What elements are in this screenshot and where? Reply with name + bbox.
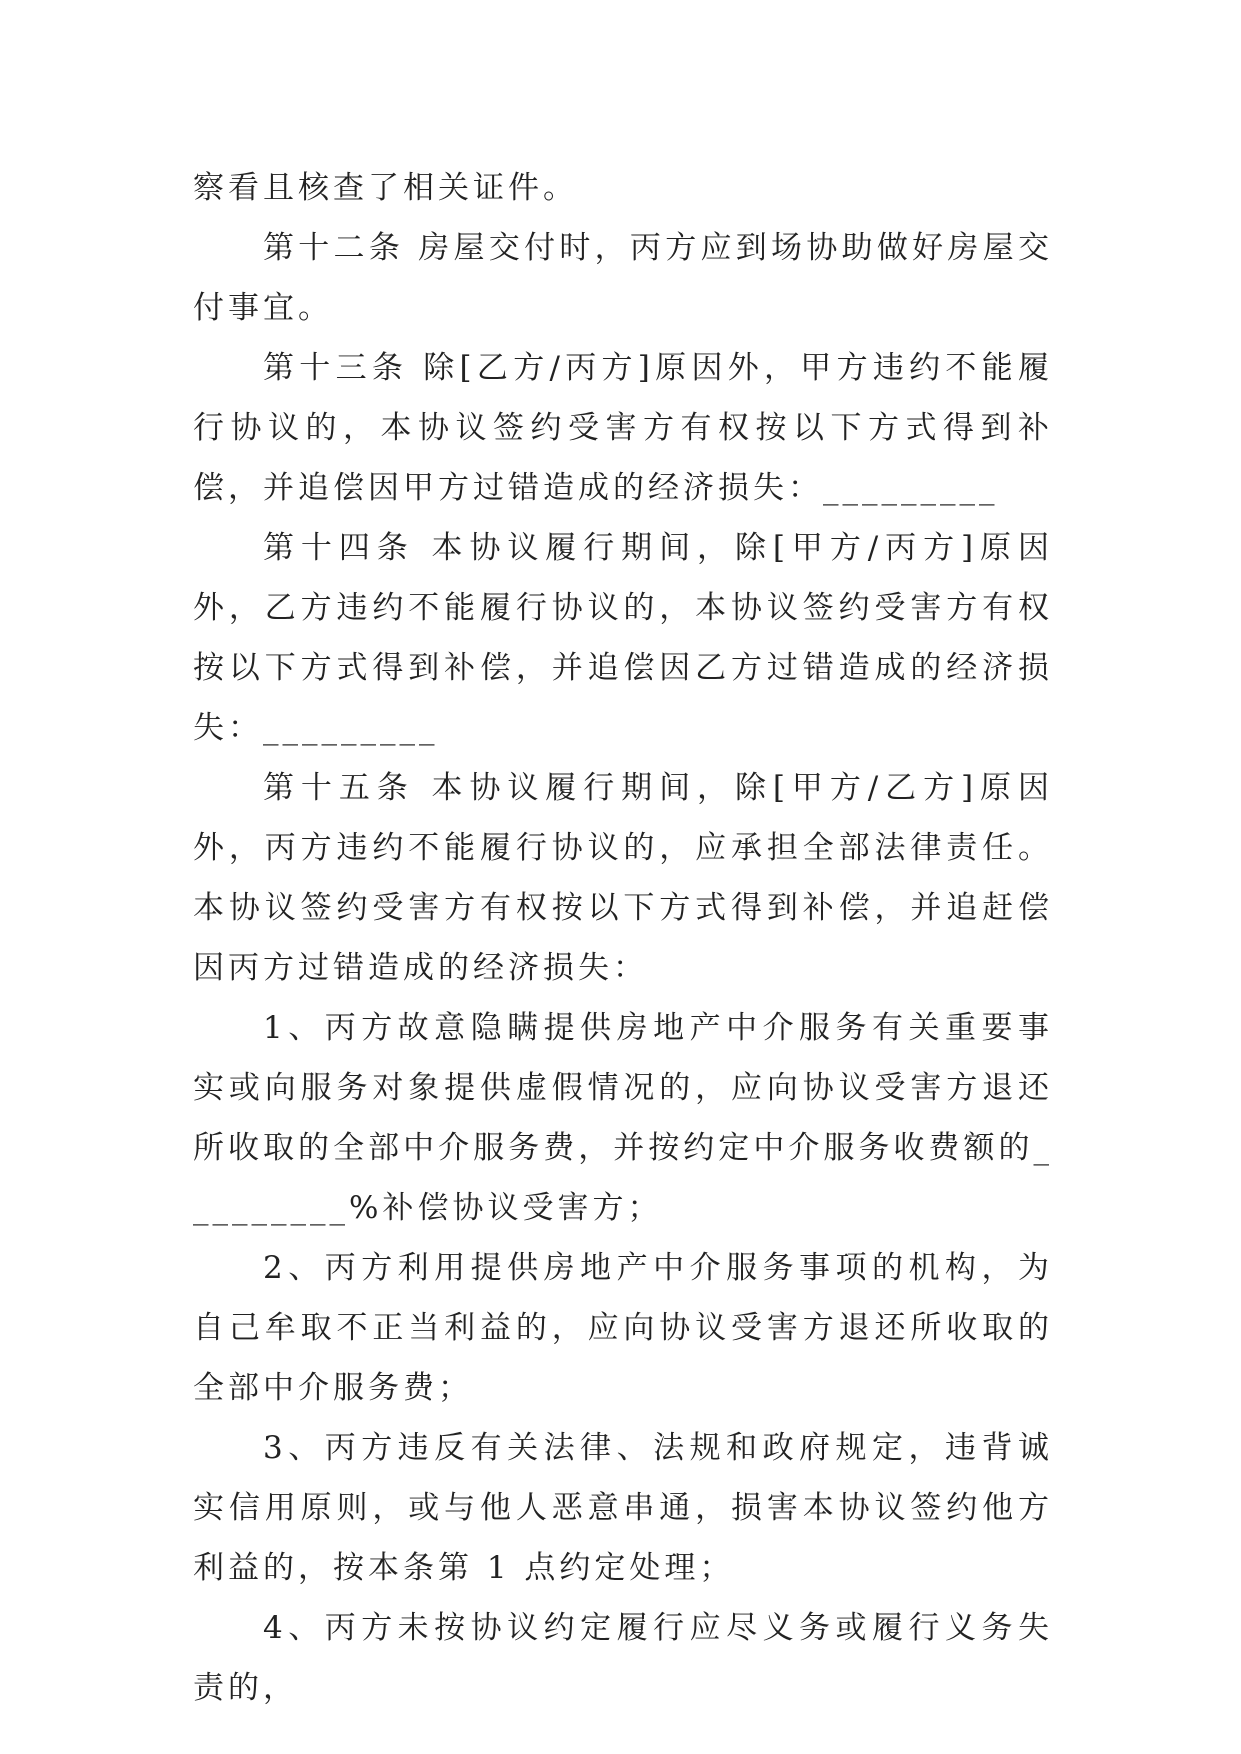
paragraph-article-14: 第十四条 本协议履行期间，除[甲方/丙方]原因外，乙方违约不能履行协议的，本协议签约受害方有权按以下方式得到补偿，并追偿因乙方过错造成的经济损失：_________ [193,530,1053,746]
paragraph-article-12: 第十二条 房屋交付时，丙方应到场协助做好房屋交付事宜。 [193,230,1053,326]
list-item-2: 2、丙方利用提供房地产中介服务事项的机构，为自己牟取不正当利益的，应向协议受害方退还所收取的全部中介服务费； [193,1250,1053,1406]
list-item-4: 4、丙方未按协议约定履行应尽义务或履行义务失责的， [193,1610,1053,1706]
document-body [193,158,1053,1718]
list-item-1: 1、丙方故意隐瞒提供房地产中介服务有关重要事实或向服务对象提供虚假情况的，应向协议受害方退还所收取的全部中介服务费，并按约定中介服务收费额的_________%补偿协议受害方； [193,1010,1053,1226]
paragraph-article-15: 第十五条 本协议履行期间，除[甲方/乙方]原因外，丙方违约不能履行协议的，应承担全部法律责任。本协议签约受害方有权按以下方式得到补偿，并追赶偿因丙方过错造成的经济损失： [193,770,1053,986]
list-item-3: 3、丙方违反有关法律、法规和政府规定，违背诚实信用原则，或与他人恶意串通，损害本协议签约他方利益的，按本条第 1 点约定处理； [193,1430,1053,1586]
paragraph-continuation: 察看且核查了相关证件。 [193,170,578,206]
paragraph-article-13: 第十三条 除[乙方/丙方]原因外，甲方违约不能履行协议的，本协议签约受害方有权按以下方式得到补偿，并追偿因甲方过错造成的经济损失：_________ [193,350,1053,506]
